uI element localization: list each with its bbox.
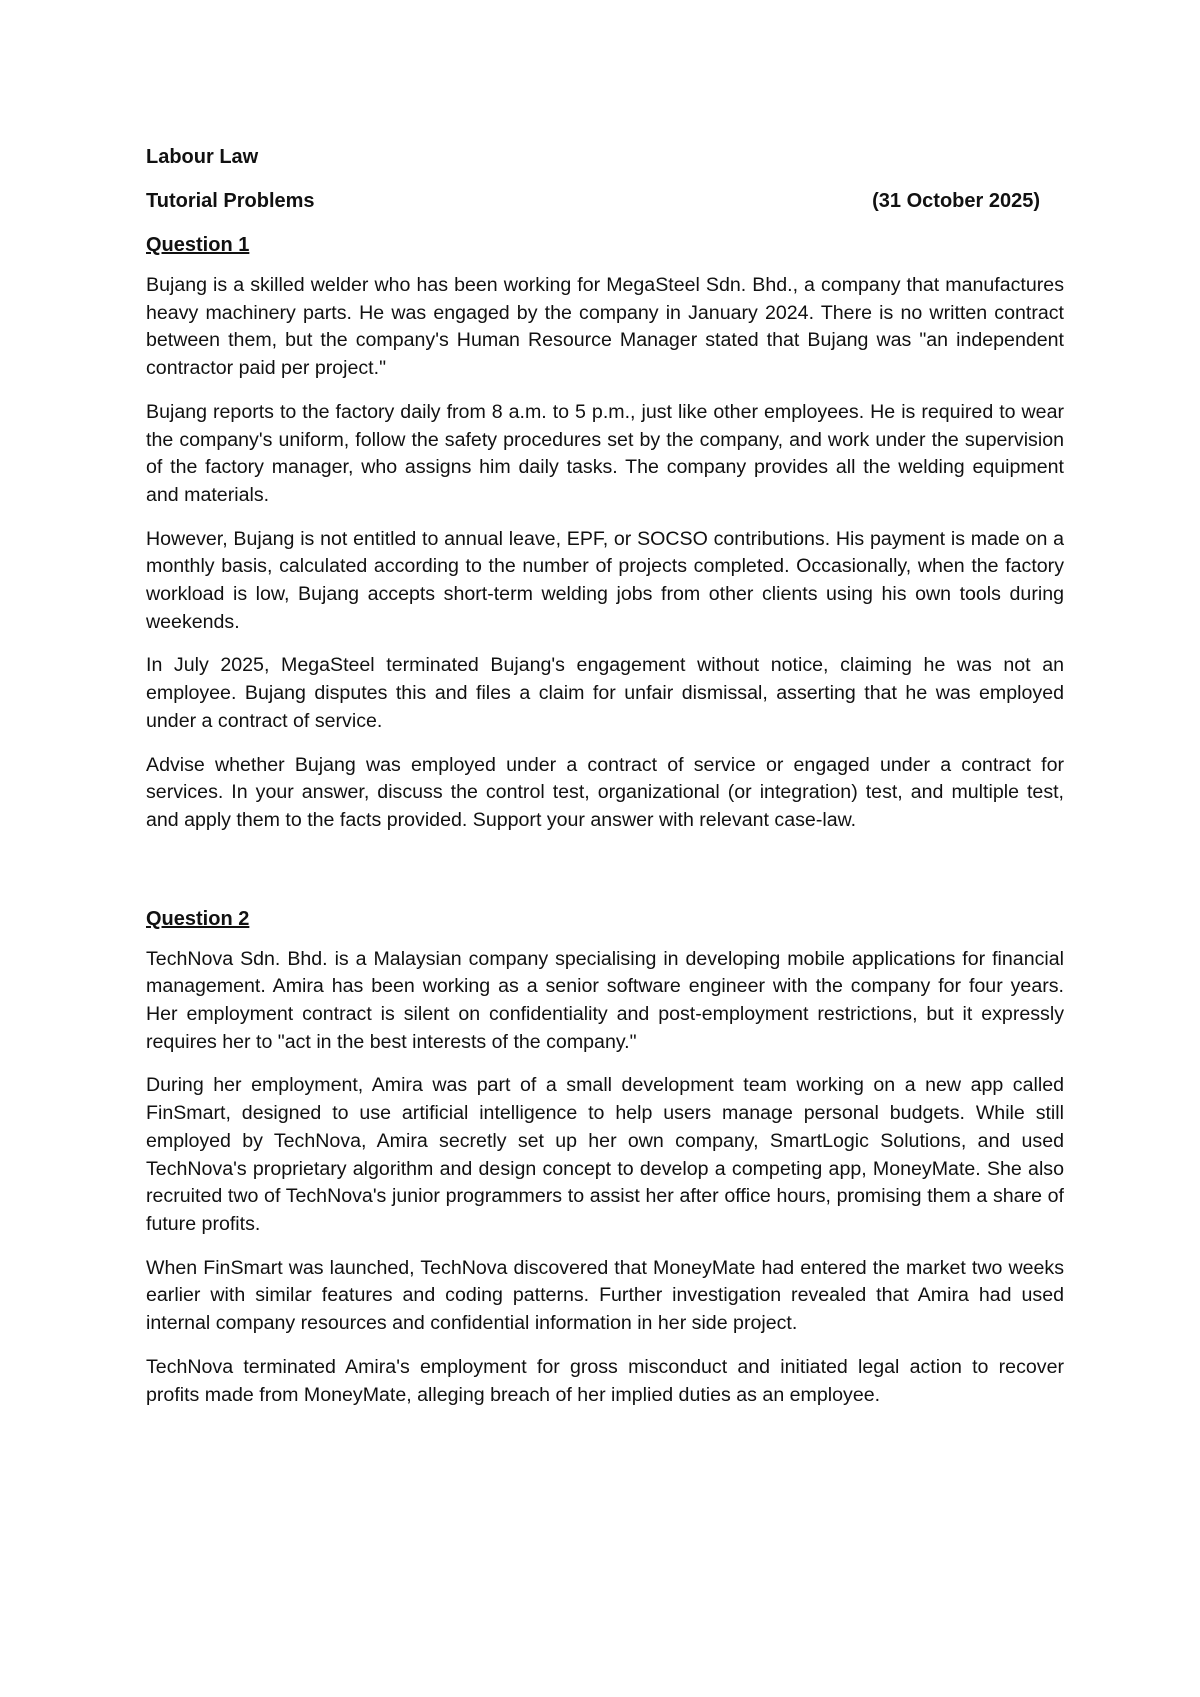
question-2-paragraph: TechNova terminated Amira's employment for gross misconduct and initiated legal action to recover profits made from MoneyMate, alleging breach of her implied duties as an employee. xyxy=(146,1355,1064,1406)
subtitle: Tutorial Problems xyxy=(146,190,315,212)
question-2-section xyxy=(146,905,1064,1410)
question-2-heading: Question 2 xyxy=(146,907,250,930)
question-1-paragraph: In July 2025, MegaSteel terminated Bujang's engagement without notice, claiming he was not an employee. Bujang disputes this and files a claim for unfair dismissal, asserting that he was employed under a contract of service. xyxy=(146,654,1064,732)
question-1-paragraph: Bujang reports to the factory daily from 8 a.m. to 5 p.m., just like other employees. He is required to wear the company's uniform, follow the safety procedures set by the company, and work under the supervision of the factory manager, who assigns him daily tasks. The company provides all the welding equipment and materials. xyxy=(146,400,1064,506)
question-2-paragraph: TechNova Sdn. Bhd. is a Malaysian company specialising in developing mobile applications for financial management. Amira has been working as a senior software engineer with the company for four years. Her employment contract is silent on confidentiality and post-employment restrictions, but it expressly requires her to "act in the best interests of the company." xyxy=(146,947,1064,1053)
question-1-paragraph: However, Bujang is not entitled to annual leave, EPF, or SOCSO contributions. His payment is made on a monthly basis, calculated according to the number of projects completed. Occasionally, when the factory workload is low, Bujang accepts short-term welding jobs from other clients using his own tools during weekends. xyxy=(146,527,1064,633)
section-spacer xyxy=(146,851,1064,905)
question-2-paragraph: During her employment, Amira was part of a small development team working on a new app called FinSmart, designed to use artificial intelligence to help users manage personal budgets. While still employed by TechNova, Amira secretly set up her own company, SmartLogic Solutions, and used TechNova's proprietary algorithm and design concept to develop a competing app, MoneyMate. She also recruited two of TechNova's junior programmers to assist her after office hours, promising them a share of future profits. xyxy=(146,1074,1064,1235)
document-content xyxy=(146,143,1064,1425)
question-1-section xyxy=(146,231,1064,835)
course-title: Labour Law xyxy=(146,146,259,168)
subtitle-row xyxy=(146,187,1064,215)
question-1-paragraph: Advise whether Bujang was employed under a contract of service or engaged under a contract for services. In your answer, discuss the control test, organizational (or integration) test, and multiple test, and apply them to the facts provided. Support your answer with relevant case-law. xyxy=(146,753,1064,831)
question-1-heading: Question 1 xyxy=(146,234,250,256)
document-date: (31 October 2025) xyxy=(872,190,1040,212)
question-2-paragraph: When FinSmart was launched, TechNova discovered that MoneyMate had entered the market two weeks earlier with similar features and coding patterns. Further investigation revealed that Amira had used internal company resources and confidential information in her side project. xyxy=(146,1256,1064,1335)
question-1-paragraph: Bujang is a skilled welder who has been working for MegaSteel Sdn. Bhd., a company that manufactures heavy machinery parts. He was engaged by the company in January 2024. There is no written contract between them, but the company's Human Resource Manager stated that Bujang was "an independent contractor paid per project." xyxy=(146,274,1064,380)
